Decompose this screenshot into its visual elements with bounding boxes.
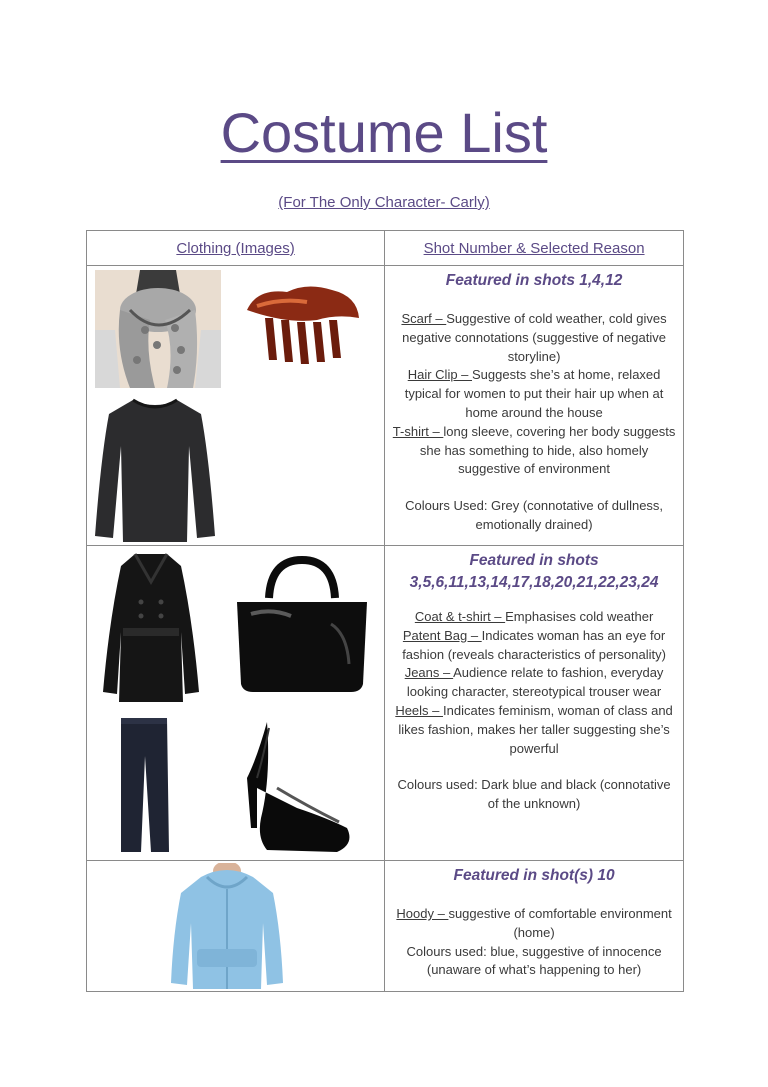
- item-text: suggestive of comfortable environment (home): [448, 906, 672, 940]
- item-description: [391, 608, 677, 627]
- item-description: [391, 702, 677, 758]
- reason-cell: [385, 546, 684, 861]
- item-label: Hoody –: [396, 906, 449, 921]
- item-label: Hair Clip –: [407, 367, 473, 383]
- item-text: Indicates feminism, woman of class and likes fashion, makes her taller suggesting she’s powerful: [398, 702, 673, 756]
- scarf-image: [95, 270, 221, 388]
- item-description: [391, 366, 677, 422]
- reason-cell: [385, 266, 684, 546]
- featured-shots: Featured in shot(s) 10: [453, 867, 615, 884]
- table-row: [87, 861, 684, 992]
- jeans-image: [117, 716, 171, 854]
- item-label: Jeans –: [404, 665, 454, 681]
- item-text: Suggests she’s at home, relaxed typical for women to put their hair up when at home around the house: [404, 367, 664, 420]
- item-label: Coat & t-shirt –: [414, 609, 506, 624]
- reason-cell: [385, 861, 684, 992]
- featured-shots: Featured in shots 1,4,12: [445, 272, 623, 289]
- item-label: Scarf –: [401, 311, 447, 326]
- item-description: [391, 905, 677, 943]
- colours-used: Colours Used: Grey (connotative of dullness, emotionally drained): [405, 498, 664, 532]
- patent-bag-image: [231, 554, 373, 694]
- featured-shots: [391, 550, 677, 594]
- item-description: [391, 627, 677, 665]
- t-shirt-image: [93, 396, 217, 544]
- featured-shots-line: 3,5,6,11,13,14,17,18,20,21,22,23,24: [409, 574, 659, 591]
- item-description: [391, 310, 677, 366]
- coat-image: [101, 552, 201, 702]
- header-clothing-images: Clothing (Images): [87, 231, 385, 266]
- item-text: long sleeve, covering her body suggests she has something to hide, also homely suggestive of environment: [419, 423, 676, 477]
- page-subtitle: (For The Only Character- Carly): [278, 194, 490, 211]
- header-shot-reason: Shot Number & Selected Reason: [385, 231, 684, 266]
- item-label: Patent Bag –: [402, 627, 482, 643]
- item-text: Suggestive of cold weather, cold gives negative connotations (suggestive of negative storyline): [402, 311, 667, 364]
- featured-shots-line: Featured in shots: [469, 552, 599, 569]
- item-text: Indicates woman has an eye for fashion (reveals characteristics of personality): [402, 627, 666, 662]
- hair-clip-image: [237, 280, 367, 366]
- table-header-row: [87, 231, 684, 266]
- costume-table: [86, 230, 684, 992]
- page-title: Costume List: [220, 101, 548, 164]
- clothing-images-cell: [87, 266, 385, 546]
- item-description: [391, 664, 677, 702]
- colours-used: Colours used: blue, suggestive of innocence (unaware of what’s happening to her): [406, 943, 662, 978]
- clothing-images-cell: [87, 861, 385, 992]
- colours-used: Colours used: Dark blue and black (connotative of the unknown): [397, 777, 671, 812]
- item-label: Heels –: [395, 702, 444, 718]
- item-text: Audience relate to fashion, everyday looking character, stereotypical trouser wear: [406, 665, 664, 700]
- table-row: [87, 546, 684, 861]
- item-description: [391, 423, 677, 479]
- table-row: [87, 266, 684, 546]
- heels-image: [227, 718, 357, 856]
- item-text: Emphasises cold weather: [505, 609, 654, 624]
- item-label: T-shirt –: [392, 423, 444, 439]
- hoody-image: [169, 863, 285, 991]
- clothing-images-cell: [87, 546, 385, 861]
